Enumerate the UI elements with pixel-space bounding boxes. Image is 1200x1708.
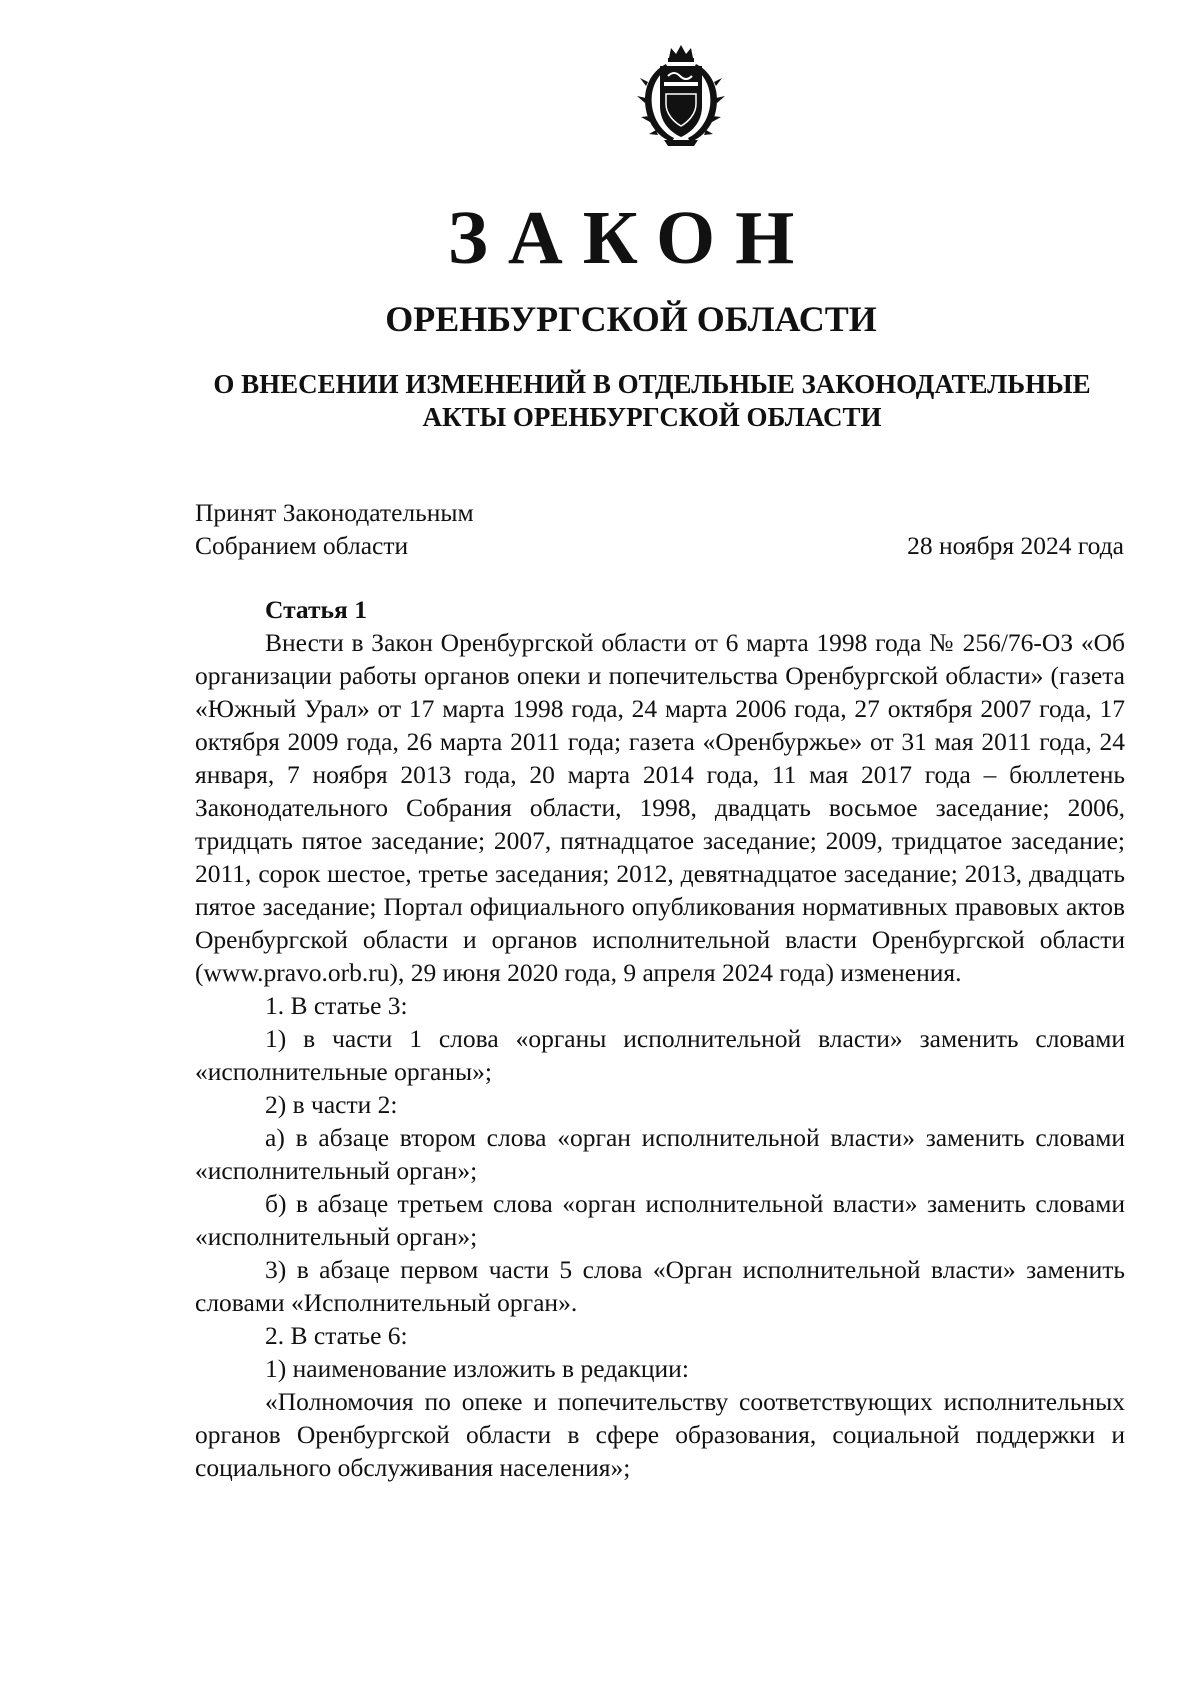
law-title: ЗАКОН: [447, 196, 815, 280]
law-subject: [180, 368, 1124, 434]
paragraph: б) в абзаце третьем слова «орган исполнительной власти» заменить словами «исполнительный орган»;: [195, 1189, 1125, 1251]
paragraph: «Полномочия по опеке и попечительству соответствующих исполнительных органов Оренбургской области в сфере образования, социальной поддержки и социального обслуживания населения»;: [195, 1387, 1125, 1482]
article-heading: Статья 1: [265, 595, 367, 624]
adoption-line: Принят Законодательным: [195, 498, 474, 527]
subject-line: АКТЫ ОРЕНБУРГСКОЙ ОБЛАСТИ: [422, 402, 882, 432]
article-body: [195, 593, 1125, 1484]
paragraph: 2) в части 2:: [265, 1090, 398, 1119]
paragraph: Внести в Закон Оренбургской области от 6 марта 1998 года № 256/76-ОЗ «Об организации работы органов опеки и попечительства Оренбургской области» (газета «Южный Урал» от 17 марта 1998 года, 24 марта 2006 года, 27 октября 2007 года, 17 октября 2009 года, 26 марта 2011 года; газета «Оренбуржье» от 31 мая 2011 года, 24 января, 7 ноября 2013 года, 20 марта 2014 года, 11 мая 2017 года – бюллетень Законодательного Собрания области, 1998, двадцать восьмое заседание; 2006, тридцать пятое заседание; 2007, пятнадцатое заседание; 2009, тридцатое заседание; 2011, сорок шестое, третье заседания; 2012, девятнадцатое заседание; 2013, двадцать пятое заседание; Портал официального опубликования нормативных правовых актов Оренбургской области и органов исполнительной власти Оренбургской области (www.pravo.orb.ru), 29 июня 2020 года, 9 апреля 2024 года) изменения.: [195, 628, 1125, 987]
paragraph: 3) в абзаце первом части 5 слова «Орган исполнительной власти» заменить словами «Исполнительный орган».: [195, 1255, 1125, 1317]
adoption-line: Собранием области: [195, 531, 409, 560]
paragraph: а) в абзаце втором слова «орган исполнительной власти» заменить словами «исполнительный орган»;: [195, 1123, 1125, 1185]
paragraph: 1) в части 1 слова «органы исполнительной власти» заменить словами «исполнительные органы»;: [195, 1024, 1125, 1086]
region-title: ОРЕНБУРГСКОЙ ОБЛАСТИ: [385, 299, 877, 339]
paragraph: 1) наименование изложить в редакции:: [265, 1354, 689, 1383]
adoption-date: 28 ноября 2024 года: [907, 531, 1124, 560]
subject-line: О ВНЕСЕНИИ ИЗМЕНЕНИЙ В ОТДЕЛЬНЫЕ ЗАКОНОДАТЕЛЬНЫЕ: [213, 369, 1091, 399]
coat-of-arms-icon: [636, 42, 726, 150]
paragraph: 2. В статье 6:: [265, 1321, 408, 1350]
paragraph: 1. В статье 3:: [265, 991, 408, 1020]
adoption-note: [195, 496, 474, 562]
